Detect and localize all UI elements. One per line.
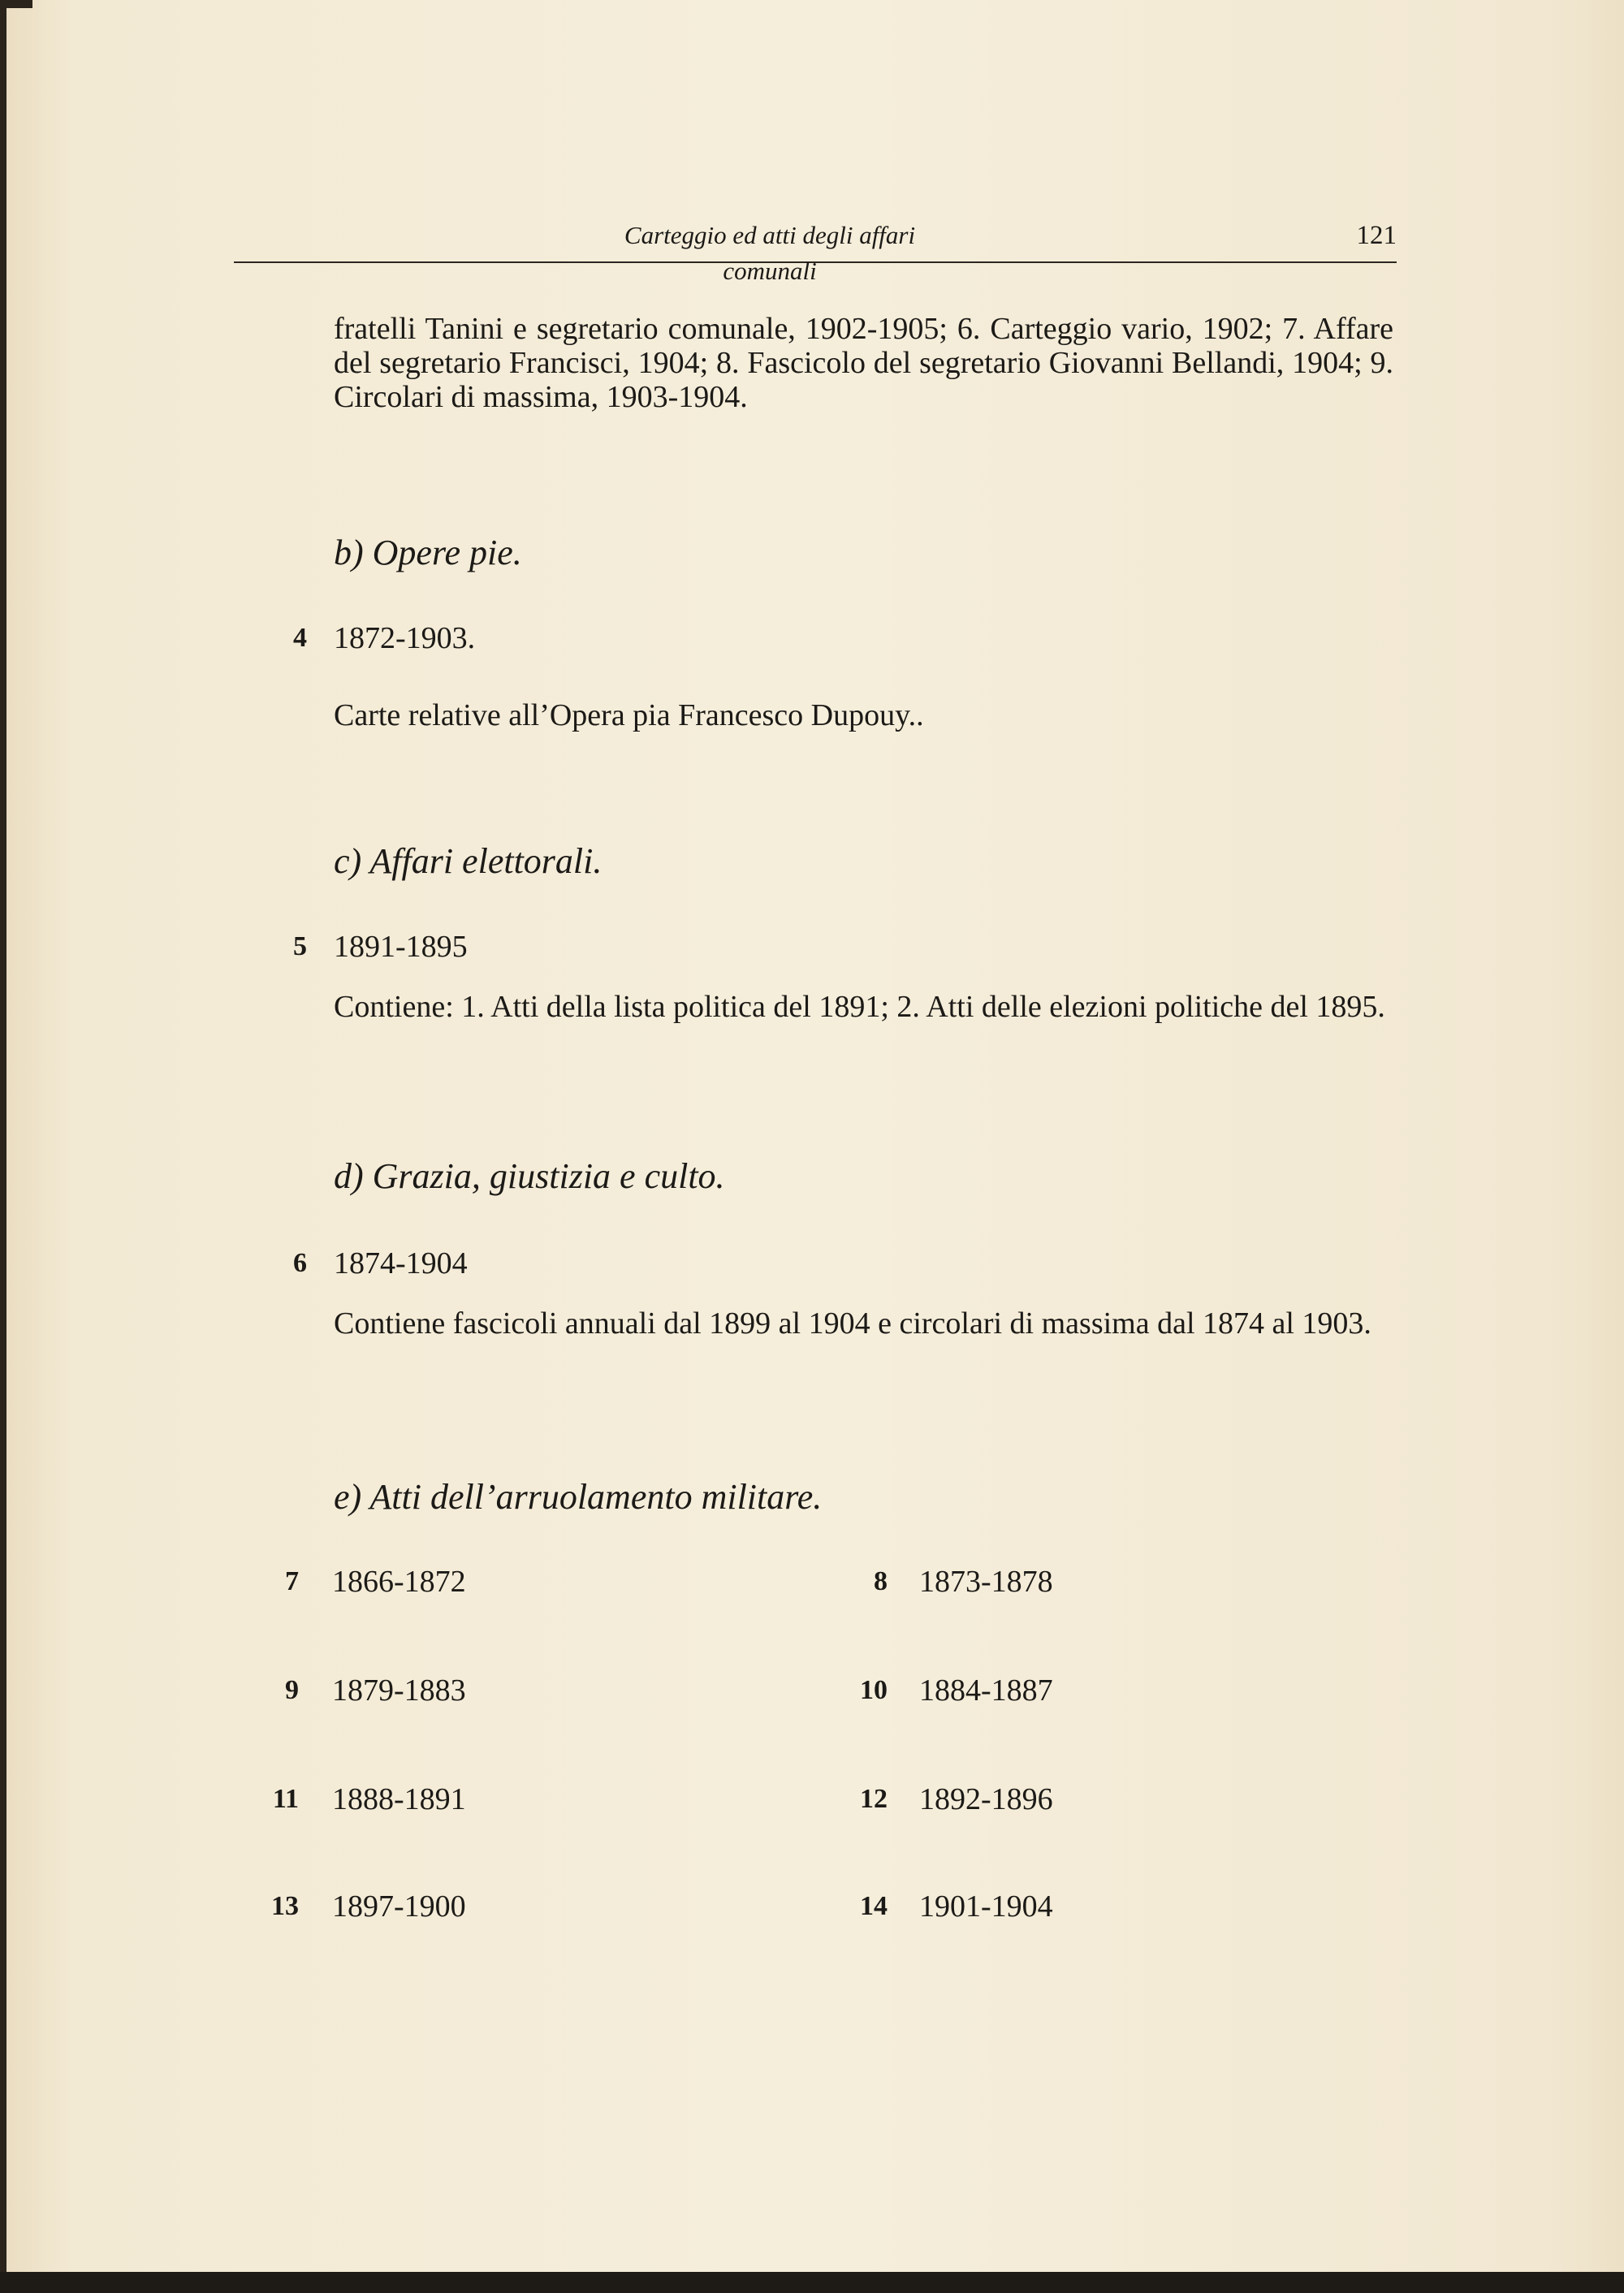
entry-number: 11 <box>272 1784 299 1814</box>
section-heading-d: d) Grazia, giustizia e culto. <box>334 1156 725 1196</box>
entry-dates: 1872-1903. <box>334 621 476 655</box>
entry-dates: 1897-1900 <box>332 1889 466 1924</box>
entry-dates: 1884-1887 <box>919 1673 1053 1708</box>
section-heading-b: b) Opere pie. <box>334 533 522 572</box>
entry-number: 12 <box>860 1784 888 1814</box>
running-title: Carteggio ed atti degli affari comunali <box>624 221 916 285</box>
entry-number: 6 <box>293 1248 307 1278</box>
entry-number: 8 <box>874 1566 888 1596</box>
entry-number: 10 <box>860 1675 888 1705</box>
entry-number: 9 <box>285 1675 299 1705</box>
entry-number: 14 <box>860 1891 888 1921</box>
entry-dates: 1888-1891 <box>332 1782 466 1816</box>
scan-left-edge <box>0 0 6 2293</box>
intro-paragraph: fratelli Tanini e segretario comunale, 1902-1905; 6. Carteggio vario, 1902; 7. Affare del segretario Francisci, 1904; 8. Fascicolo del segretario Giovanni Bellandi, 1904; 9. Circolari di massima, 1903-1904. <box>334 312 1393 414</box>
entry-dates: 1866-1872 <box>332 1565 466 1599</box>
running-header <box>234 218 1397 285</box>
entry-description: Carte relative all’Opera pia Francesco Dupouy.. <box>334 698 924 732</box>
scan-corner-mark <box>0 0 32 8</box>
entry-dates: 1892-1896 <box>919 1782 1053 1816</box>
page-number: 121 <box>1356 221 1397 250</box>
entry-number: 5 <box>293 931 307 961</box>
entry-dates: 1874-1904 <box>334 1246 468 1280</box>
section-heading-e: e) Atti dell’arruolamento militare. <box>334 1477 823 1517</box>
entry-dates: 1873-1878 <box>919 1565 1053 1599</box>
entry-dates: 1879-1883 <box>332 1673 466 1708</box>
entry-number: 7 <box>285 1566 299 1596</box>
entry-description: Contiene fascicoli annuali dal 1899 al 1904 e circolari di massima dal 1874 al 1903. <box>334 1306 1371 1341</box>
section-heading-c: c) Affari elettorali. <box>334 841 603 881</box>
entry-dates: 1891-1895 <box>334 930 468 964</box>
scan-bottom-edge <box>0 2272 1624 2293</box>
entry-number: 4 <box>293 623 307 653</box>
entry-dates: 1901-1904 <box>919 1889 1053 1924</box>
entry-number: 13 <box>271 1891 299 1921</box>
entry-description: Contiene: 1. Atti della lista politica del 1891; 2. Atti delle elezioni politiche del 1895. <box>334 990 1385 1024</box>
